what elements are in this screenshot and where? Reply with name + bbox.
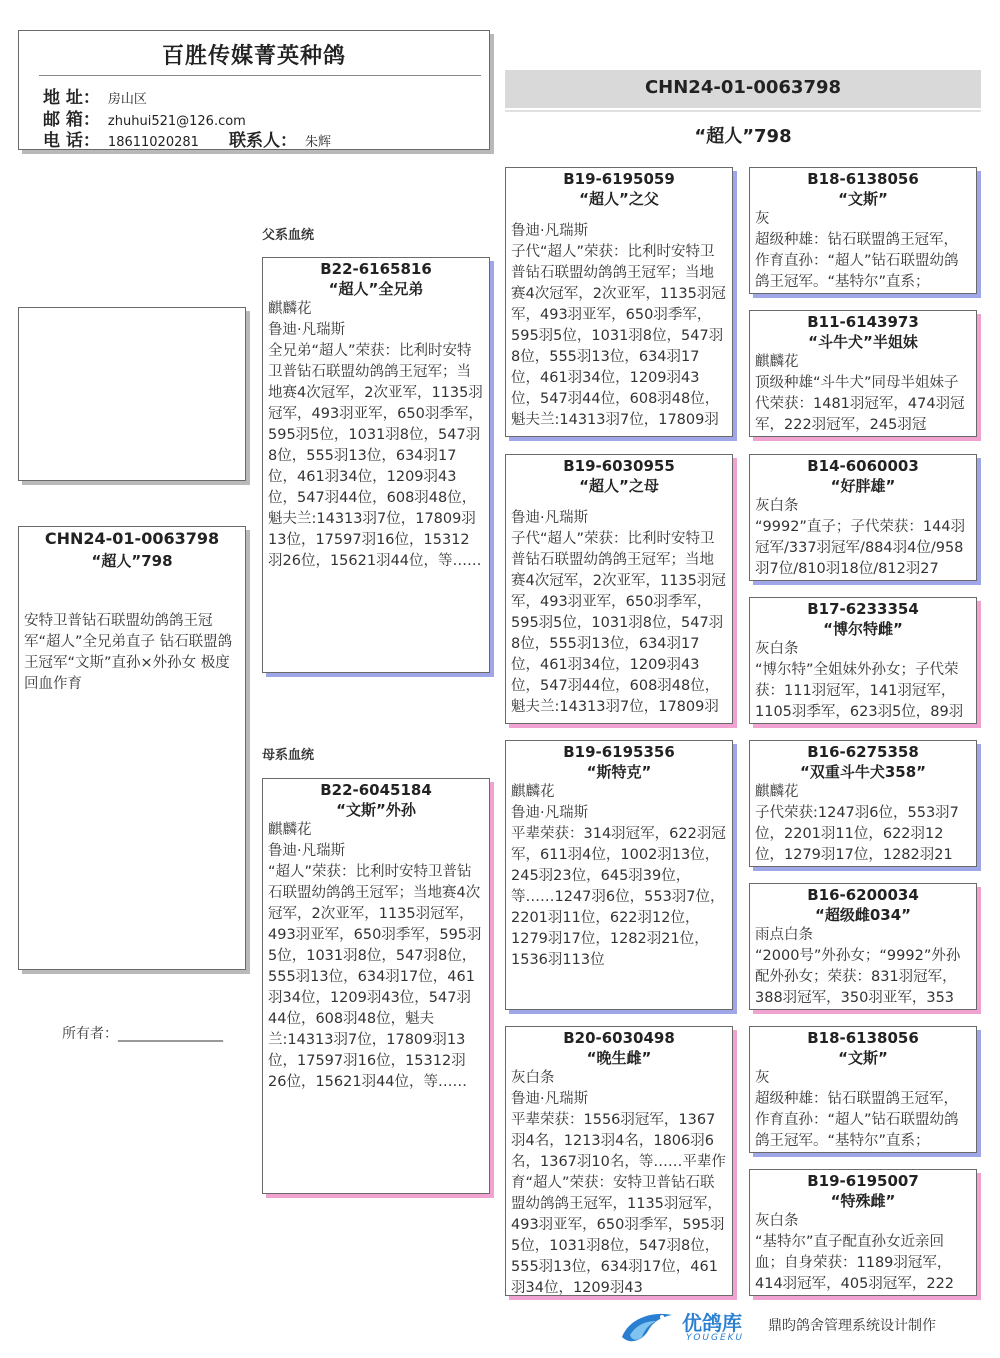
sire-ring: B22-6165816 bbox=[320, 260, 432, 278]
ggp-description: 顶级种雄“斗牛犬”同母半姐妹子代荣获：1481羽冠军，474羽冠军，222羽冠军，245羽冠 bbox=[755, 375, 965, 433]
gp-description: 子代“超人”荣获：比利时安特卫普钻石联盟幼鸽鸽王冠军；当地赛4次冠军，2次亚军，1135羽冠军，493羽亚军，650羽季军，595羽5位，1031羽8位，547羽8位，555羽13位，634羽17位，461羽34位，1209羽43位，547羽44位，608羽48位，魁夫兰:14313羽7位，17809羽 bbox=[511, 244, 726, 428]
footer-logo bbox=[616, 1305, 756, 1349]
subject-description: 安特卫普钻石联盟幼鸽鸽王冠军“超人”全兄弟直子 钻石联盟鸽王冠军“文斯”直孙×外孙女 极度回血作育 bbox=[24, 613, 233, 692]
loft-title: 百胜传媒菁英种鸽 bbox=[161, 44, 346, 69]
ggp-ring: B17-6233354 bbox=[807, 600, 919, 618]
sire-name: “超人”全兄弟 bbox=[328, 280, 424, 298]
dam-breeder: 鲁迪·凡瑞斯 bbox=[268, 843, 346, 859]
granddam-paternal-card bbox=[505, 454, 733, 724]
gp-breeder: 鲁迪·凡瑞斯 bbox=[511, 805, 589, 821]
logo-name: 优鸽库 bbox=[682, 1311, 742, 1335]
grandsire-paternal-card bbox=[505, 167, 733, 437]
contact-value: 朱辉 bbox=[305, 135, 332, 150]
banner-rule bbox=[505, 110, 981, 112]
subject-ring: CHN24-01-0063798 bbox=[44, 529, 220, 548]
owner-line bbox=[62, 1023, 223, 1043]
ggp-card-6 bbox=[749, 883, 977, 1010]
sire-breeder: 鲁迪·凡瑞斯 bbox=[268, 322, 346, 338]
address-row: 地 址： 房山区 bbox=[43, 88, 147, 108]
ggp-description: 超级种雄：钻石联盟鸽王冠军，作育直孙：“超人”钻石联盟幼鸽鸽王冠军。“基特尔”直系； bbox=[755, 232, 959, 290]
ggp-card-4 bbox=[749, 597, 977, 724]
gp-description: 子代“超人”荣获：比利时安特卫普钻石联盟幼鸽鸽王冠军；当地赛4次冠军，2次亚军，1135羽冠军，493羽亚军，650羽季军，595羽5位，1031羽8位，547羽8位，555羽13位，634羽17位，461羽34位，1209羽43位，547羽44位，608羽48位，魁夫兰:14313羽7位，17809羽 bbox=[511, 531, 726, 715]
ggp-ring: B14-6060003 bbox=[807, 457, 919, 475]
dam-name: “文斯”外孙 bbox=[336, 801, 416, 819]
breeder-header bbox=[18, 30, 490, 150]
ggp-ring: B18-6138056 bbox=[807, 170, 919, 188]
dam-description: “超人”荣获：比利时安特卫普钻石联盟幼鸽鸽王冠军；当地赛4次冠军，2次亚军，1135羽冠军，493羽亚军，650羽季军，595羽5位，1031羽8位，547羽8位，555羽13位，634羽17位，461羽34位，1209羽43位，547羽44位，608羽48位，魁夫兰:14313羽7位，17809羽13位，17597羽16位，15312羽26位，15621羽44位，等…… bbox=[268, 864, 482, 1090]
gp-name: “晚生雌” bbox=[586, 1049, 652, 1067]
ggp-color: 灰 bbox=[755, 1070, 770, 1086]
paternal-label: 父系血统 bbox=[262, 228, 315, 243]
ggp-color: 灰白条 bbox=[755, 641, 799, 657]
phone-row: 电 话： 18611020281 bbox=[43, 131, 199, 150]
ggp-name: “双重斗牛犬358” bbox=[799, 763, 927, 781]
ggp-color: 麒麟花 bbox=[755, 354, 799, 370]
ggp-ring: B11-6143973 bbox=[807, 313, 919, 331]
ggp-card-5 bbox=[749, 740, 977, 867]
contact-row: 联系人： 朱辉 bbox=[229, 131, 332, 150]
logo-subtitle: YOUGEKU bbox=[686, 1333, 745, 1343]
gp-description: 平辈荣获：1556羽冠军，1367羽4名，1213羽4名，1806羽6名，1367羽10名，等……平辈作育“超人”荣获：安特卫普钻石联盟幼鸽鸽王冠军，1135羽冠军，493羽亚军，650羽季军，595羽5位，1031羽8位，547羽8位，555羽13位，634羽17位，461羽34位，1209羽43 bbox=[511, 1112, 726, 1296]
ggp-color: 灰白条 bbox=[755, 498, 799, 514]
ggp-ring: B16-6200034 bbox=[807, 886, 919, 904]
ggp-name: “好胖雄” bbox=[830, 477, 896, 495]
gp-ring: B19-6030955 bbox=[563, 457, 675, 475]
ggp-card-1 bbox=[749, 167, 977, 294]
gp-ring: B19-6195059 bbox=[563, 170, 675, 188]
granddam-maternal-card bbox=[505, 1026, 733, 1296]
subject-name-banner: “超人”798 bbox=[694, 126, 792, 147]
ggp-color: 灰白条 bbox=[755, 1213, 799, 1229]
ggp-color: 雨点白条 bbox=[755, 927, 813, 943]
gp-ring: B19-6195356 bbox=[563, 743, 675, 761]
sire-color: 麒麟花 bbox=[268, 301, 312, 317]
ggp-ring: B16-6275358 bbox=[807, 743, 919, 761]
ggp-color: 麒麟花 bbox=[755, 784, 799, 800]
gp-color: 麒麟花 bbox=[511, 784, 555, 800]
grandsire-maternal-card bbox=[505, 740, 733, 1010]
sire-card bbox=[262, 257, 490, 673]
ggp-ring: B19-6195007 bbox=[807, 1172, 919, 1190]
maternal-label: 母系血统 bbox=[262, 748, 315, 763]
dam-ring: B22-6045184 bbox=[320, 781, 432, 799]
gp-breeder: 鲁迪·凡瑞斯 bbox=[511, 223, 589, 239]
ggp-name: “特殊雌” bbox=[830, 1192, 896, 1210]
email-row: 邮 箱： zhuhui521@126.com bbox=[43, 110, 246, 130]
gp-breeder: 鲁迪·凡瑞斯 bbox=[511, 1091, 589, 1107]
footer-credit: 鼎昀鸽舍管理系统设计制作 bbox=[768, 1318, 936, 1334]
pigeon-logo-icon bbox=[616, 1307, 676, 1347]
ggp-name: “文斯” bbox=[838, 1049, 888, 1067]
ggp-description: “9992”直子；子代荣获：144羽冠军/337羽冠军/884羽4位/958羽7位/810羽18位/812羽27 bbox=[755, 519, 966, 577]
ggp-ring: B18-6138056 bbox=[807, 1029, 919, 1047]
gp-breeder: 鲁迪·凡瑞斯 bbox=[511, 510, 589, 526]
ggp-card-7 bbox=[749, 1026, 977, 1153]
ggp-name: “超级雌034” bbox=[814, 906, 912, 924]
ggp-name: “斗牛犬”半姐妹 bbox=[808, 333, 918, 351]
ggp-card-8 bbox=[749, 1169, 977, 1296]
header-divider bbox=[39, 75, 481, 76]
subject-name: “超人”798 bbox=[91, 552, 173, 570]
subject-ring-banner: CHN24-01-0063798 bbox=[505, 70, 981, 108]
owner-label: 所有者： bbox=[62, 1026, 118, 1042]
owner-blank: _______________ bbox=[118, 1026, 223, 1042]
ggp-card-3 bbox=[749, 454, 977, 581]
gp-name: “超人”之母 bbox=[579, 477, 659, 495]
email-value: zhuhui521@126.com bbox=[107, 114, 246, 129]
address-value: 房山区 bbox=[107, 92, 147, 107]
ggp-card-2 bbox=[749, 310, 977, 437]
ggp-description: 子代荣获:1247羽6位，553羽7位，2201羽11位，622羽12位，1279羽17位，1282羽21 bbox=[755, 805, 959, 863]
dam-card bbox=[262, 778, 490, 1194]
gp-description: 平辈荣获：314羽冠军，622羽冠军，611羽4位，1002羽13位，245羽23位，645羽39位，等……1247羽6位，553羽7位，2201羽11位，622羽12位，1279羽17位，1282羽21位，1536羽113位 bbox=[511, 826, 726, 968]
ggp-name: “博尔特雌” bbox=[823, 620, 903, 638]
ggp-description: “基特尔”直子配直孙女近亲回血；自身荣获：1189羽冠军，414羽冠军，405羽冠军，222 bbox=[755, 1234, 955, 1292]
ggp-description: 超级种雄：钻石联盟鸽王冠军，作育直孙：“超人”钻石联盟幼鸽鸽王冠军。“基特尔”直系； bbox=[755, 1091, 959, 1149]
sire-description: 全兄弟“超人”荣获：比利时安特卫普钻石联盟幼鸽鸽王冠军；当地赛4次冠军，2次亚军，1135羽冠军，493羽亚军，650羽季军，595羽5位，1031羽8位，547羽8位，555羽13位，634羽17位，461羽34位，1209羽43位，547羽44位，608羽48位，魁夫兰:14313羽7位，17809羽13位，17597羽16位，15312羽26位，15621羽44位，等…… bbox=[268, 343, 483, 569]
ggp-color: 灰 bbox=[755, 211, 770, 227]
ggp-description: “2000号”外孙女；“9992”外孙配外孙女；荣获：831羽冠军，388羽冠军，350羽亚军，353 bbox=[755, 948, 961, 1006]
pigeon-photo bbox=[18, 307, 246, 481]
gp-name: “超人”之父 bbox=[579, 190, 659, 208]
phone-value: 18611020281 bbox=[107, 135, 199, 150]
ggp-description: “博尔特”全姐妹外孙女；子代荣获：111羽冠军，141羽冠军，1105羽季军，623羽5位，89羽 bbox=[755, 662, 964, 720]
subject-card bbox=[18, 526, 246, 970]
gp-color: 灰白条 bbox=[511, 1070, 555, 1086]
gp-ring: B20-6030498 bbox=[563, 1029, 675, 1047]
dam-color: 麒麟花 bbox=[268, 822, 312, 838]
gp-name: “斯特克” bbox=[586, 763, 652, 781]
ggp-name: “文斯” bbox=[838, 190, 888, 208]
